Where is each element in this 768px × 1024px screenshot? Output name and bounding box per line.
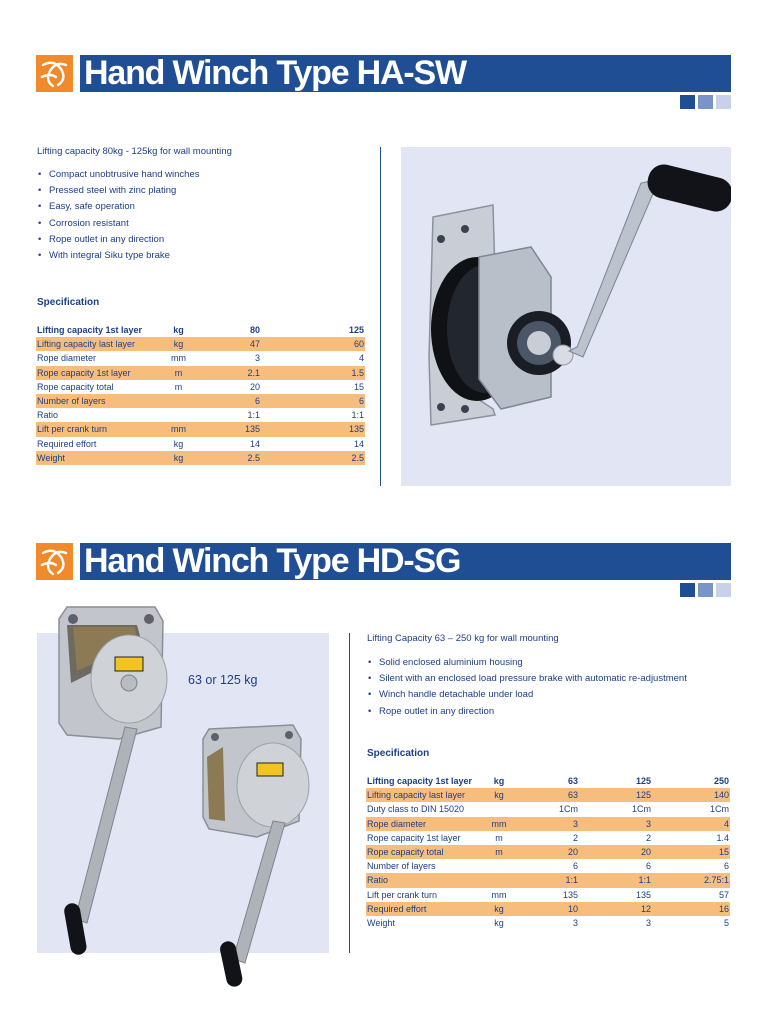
spec-row	[36, 422, 365, 436]
spec-unit-cell: kg	[173, 325, 184, 335]
brand-logo	[36, 543, 73, 580]
spec-value-cell: 1:1	[351, 410, 364, 421]
spec-unit-cell	[161, 408, 196, 422]
feature-item: • Easy, safe operation	[38, 199, 200, 215]
feature-item: • Compact unobtrusive hand winches	[38, 167, 200, 183]
spec-param-cell: Duty class to DIN 15020	[367, 804, 465, 815]
spec-value-cell: 6	[196, 394, 261, 408]
section2-spec-table	[366, 774, 730, 930]
feature-item: • Rope outlet in any direction	[38, 232, 200, 248]
spec-value-cell: 135	[562, 889, 578, 900]
spec-unit-cell: mm	[491, 889, 507, 900]
spec-value-cell: 6	[261, 394, 365, 408]
section2-intro: Lifting Capacity 63 – 250 kg for wall mounting	[367, 633, 559, 644]
spec-value-cell: 1.4	[716, 832, 729, 843]
spec-value-cell: 3	[645, 918, 651, 929]
spec-unit-cell: kg	[494, 918, 504, 929]
spec-param-cell: Lifting capacity 1st layer	[367, 776, 473, 786]
spec-value-cell: 2.5	[196, 451, 261, 465]
spec-value-cell: 125	[635, 776, 651, 786]
spec-value-cell: 10	[512, 902, 579, 916]
feature-item: • Rope outlet in any direction	[368, 704, 687, 720]
spec-unit-cell: kg	[161, 337, 196, 351]
spec-row	[366, 817, 730, 831]
spec-value-cell: 15	[652, 845, 730, 859]
spec-row	[36, 408, 365, 422]
spec-value-cell: 1:1	[579, 873, 652, 887]
spec-param-cell: Weight	[36, 451, 161, 465]
spec-value-cell: 1Cm	[558, 804, 578, 815]
section2-divider	[349, 633, 350, 953]
spec-value-cell: 1:1	[512, 873, 579, 887]
spec-row	[366, 859, 730, 873]
spec-row	[366, 902, 730, 916]
spec-unit-cell: kg	[173, 438, 184, 449]
section1-features-list	[38, 167, 200, 264]
feature-item: • Solid enclosed aluminium housing	[368, 655, 687, 671]
spec-value-cell: 135	[635, 889, 651, 900]
spec-param-cell: Rope capacity 1st layer	[367, 832, 461, 843]
spec-param-cell: Lifting capacity last layer	[36, 337, 161, 351]
spec-param-cell: Required effort	[37, 438, 97, 449]
spec-unit-cell: m	[161, 366, 196, 380]
spec-value-cell: 63	[512, 788, 579, 802]
spec-value-cell: 2.1	[196, 366, 261, 380]
feature-item: • With integral Siku type brake	[38, 248, 200, 264]
section1-product-photo	[401, 147, 731, 486]
spec-value-cell: 1Cm	[709, 804, 729, 815]
spec-param-cell: Rope capacity total	[366, 845, 486, 859]
spec-row	[366, 802, 730, 816]
spec-value-cell: 20	[579, 845, 652, 859]
spec-value-cell: 3	[579, 817, 652, 831]
spec-row	[366, 888, 730, 902]
spec-value-cell: 2	[572, 832, 578, 843]
section1-intro: Lifting capacity 80kg - 125kg for wall mounting	[37, 146, 232, 157]
spec-value-cell: 16	[652, 902, 730, 916]
spec-unit-cell: m	[486, 845, 512, 859]
spec-unit-cell: mm	[161, 422, 196, 436]
spec-value-cell: 47	[196, 337, 261, 351]
spec-value-cell: 1.5	[261, 366, 365, 380]
spec-value-cell: 15	[353, 381, 364, 392]
spec-param-cell: Rope diameter	[37, 353, 97, 364]
spec-value-cell: 140	[652, 788, 730, 802]
spec-row	[36, 366, 365, 380]
section2-spec-heading: Specification	[367, 748, 430, 759]
section2-decor-squares	[680, 583, 731, 597]
spec-value-cell: 80	[249, 325, 260, 335]
spec-value-cell: 5	[723, 918, 729, 929]
spec-unit-cell: mm	[171, 353, 186, 364]
spec-param-cell: Lifting capacity 1st layer	[37, 325, 143, 335]
spec-param-cell: Rope capacity total	[37, 381, 114, 392]
section1-divider	[380, 147, 381, 486]
spec-value-cell: 4	[358, 353, 364, 364]
spec-row	[36, 337, 365, 351]
spec-value-cell: 125	[348, 325, 364, 335]
spec-unit-cell: m	[174, 381, 183, 392]
spec-value-cell: 20	[512, 845, 579, 859]
spec-param-cell: Lift per crank turn	[367, 889, 438, 900]
spec-row	[36, 394, 365, 408]
spec-param-cell: Number of layers	[36, 394, 161, 408]
spec-value-cell: 3	[572, 918, 578, 929]
section2-product-photo	[37, 633, 329, 953]
section1-spec-heading: Specification	[37, 297, 100, 308]
section1-decor-squares	[680, 95, 731, 109]
spec-value-cell: 60	[261, 337, 365, 351]
spec-param-cell: Rope capacity 1st layer	[36, 366, 161, 380]
spec-unit-cell	[161, 394, 196, 408]
spec-row	[36, 351, 365, 365]
spec-row	[36, 323, 365, 337]
spec-unit-cell	[486, 859, 512, 873]
spec-value-cell: 14	[353, 438, 364, 449]
spec-unit-cell: kg	[486, 902, 512, 916]
spec-value-cell: 250	[713, 776, 729, 786]
spec-param-cell: Lifting capacity last layer	[366, 788, 486, 802]
spec-param-cell: Ratio	[366, 873, 486, 887]
section2-features-list	[368, 655, 687, 720]
brand-logo	[36, 55, 73, 92]
spec-value-cell: 12	[579, 902, 652, 916]
section2-title: Hand Winch Type HD-SG	[84, 542, 461, 580]
spec-unit-cell	[486, 802, 512, 816]
spec-unit-cell: kg	[493, 776, 505, 786]
spec-unit-cell	[486, 873, 512, 887]
spec-value-cell: 135	[196, 422, 261, 436]
spec-value-cell: 1Cm	[631, 804, 651, 815]
spec-row	[366, 845, 730, 859]
spec-value-cell: 4	[652, 817, 730, 831]
spec-param-cell: Rope diameter	[366, 817, 486, 831]
spec-row	[366, 774, 730, 788]
spec-unit-cell: mm	[486, 817, 512, 831]
spec-param-cell: Ratio	[37, 410, 59, 421]
section1-spec-table	[36, 323, 365, 465]
spec-row	[36, 451, 365, 465]
spec-value-cell: 3	[512, 817, 579, 831]
spec-value-cell: 20	[249, 381, 260, 392]
spec-row	[36, 380, 365, 394]
feature-item: • Winch handle detachable under load	[368, 687, 687, 703]
spec-value-cell: 6	[645, 861, 651, 872]
spec-value-cell: 6	[572, 861, 578, 872]
section2-photo-label: 63 or 125 kg	[188, 673, 258, 687]
feature-item: • Pressed steel with zinc plating	[38, 183, 200, 199]
spec-param-cell: Lift per crank turn	[36, 422, 161, 436]
spec-value-cell: 135	[261, 422, 365, 436]
spec-param-cell: Weight	[367, 918, 395, 929]
spec-value-cell: 125	[579, 788, 652, 802]
spec-unit-cell: kg	[486, 788, 512, 802]
spec-value-cell: 2.5	[261, 451, 365, 465]
spec-param-cell: Number of layers	[367, 861, 436, 872]
spec-row	[36, 437, 365, 451]
spec-value-cell: 3	[254, 353, 260, 364]
spec-value-cell: 2.75:1	[652, 873, 730, 887]
spec-row	[366, 873, 730, 887]
spec-value-cell: 63	[567, 776, 578, 786]
spec-row	[366, 916, 730, 930]
feature-item: • Silent with an enclosed load pressure brake with automatic re-adjustment	[368, 671, 687, 687]
spec-row	[366, 831, 730, 845]
spec-unit-cell: m	[495, 832, 503, 843]
spec-value-cell: 14	[249, 438, 260, 449]
feature-item: • Corrosion resistant	[38, 216, 200, 232]
spec-unit-cell: kg	[161, 451, 196, 465]
spec-value-cell: 1:1	[247, 410, 260, 421]
spec-row	[366, 788, 730, 802]
spec-value-cell: 57	[718, 889, 729, 900]
spec-value-cell: 2	[645, 832, 651, 843]
spec-value-cell: 6	[723, 861, 729, 872]
section1-title: Hand Winch Type HA-SW	[84, 54, 466, 92]
spec-param-cell: Required effort	[366, 902, 486, 916]
